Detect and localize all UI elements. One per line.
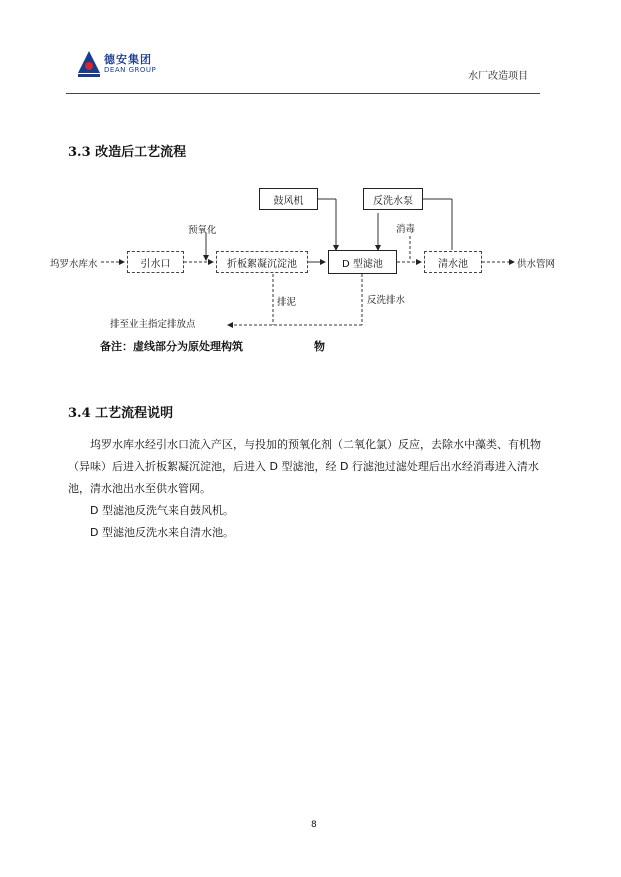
section-3-4-body <box>68 434 558 544</box>
flow-connectors <box>40 180 600 360</box>
flow-label-backwash-drain: 反洗排水 <box>367 295 406 306</box>
flow-label-sludge: 排泥 <box>277 297 297 308</box>
company-logo <box>76 49 176 81</box>
diagram-note-tail: 物 <box>314 340 325 353</box>
flow-box-clear-well: 清水池 <box>424 251 482 273</box>
page-number: 8 <box>311 820 317 830</box>
flow-label-supply-network: 供水管网 <box>517 259 556 270</box>
flow-box-clarifier: 折板絮凝沉淀池 <box>216 251 308 273</box>
dean-logo-icon <box>76 49 102 79</box>
process-flow-diagram <box>40 180 600 360</box>
paragraph-backwash-air: D 型滤池反洗气来自鼓风机。 <box>90 504 234 517</box>
flow-box-intake: 引水口 <box>127 251 184 273</box>
flow-box-backwash-pump: 反洗水泵 <box>363 188 423 210</box>
paragraph-process-description: 坞罗水库水经引水口流入产区，与投加的预氧化剂（二氧化氯）反应，去除水中藻类、有机物（异味）后进入折板絮凝沉淀池，后进入 D 型滤池，经 D 行滤池过滤处理后出水经消毒进入清水池，清水池出水至供水管网。 <box>68 438 541 495</box>
logo-chinese-name: 德安集团 <box>104 53 152 66</box>
flow-label-preoxidation: 预氧化 <box>188 225 217 236</box>
section-3-4-heading: 3.4 工艺流程说明 <box>68 406 174 421</box>
flow-label-source: 坞罗水库水 <box>50 259 98 270</box>
section-3-3-heading: 3.3 改造后工艺流程 <box>68 145 187 160</box>
header-project-title: 水厂改造项目 <box>468 71 528 82</box>
flow-label-disinfection: 消毒 <box>396 224 416 235</box>
diagram-note: 备注：虚线部分为原处理构筑 <box>100 340 243 353</box>
logo-english-name: DEAN GROUP <box>104 66 157 74</box>
flow-label-discharge: 排至业主指定排放点 <box>110 319 196 330</box>
header-divider <box>66 93 540 94</box>
flow-box-d-filter: D 型滤池 <box>328 250 397 274</box>
paragraph-backwash-water: D 型滤池反洗水来自清水池。 <box>90 526 234 539</box>
flow-box-blower: 鼓风机 <box>259 188 318 210</box>
